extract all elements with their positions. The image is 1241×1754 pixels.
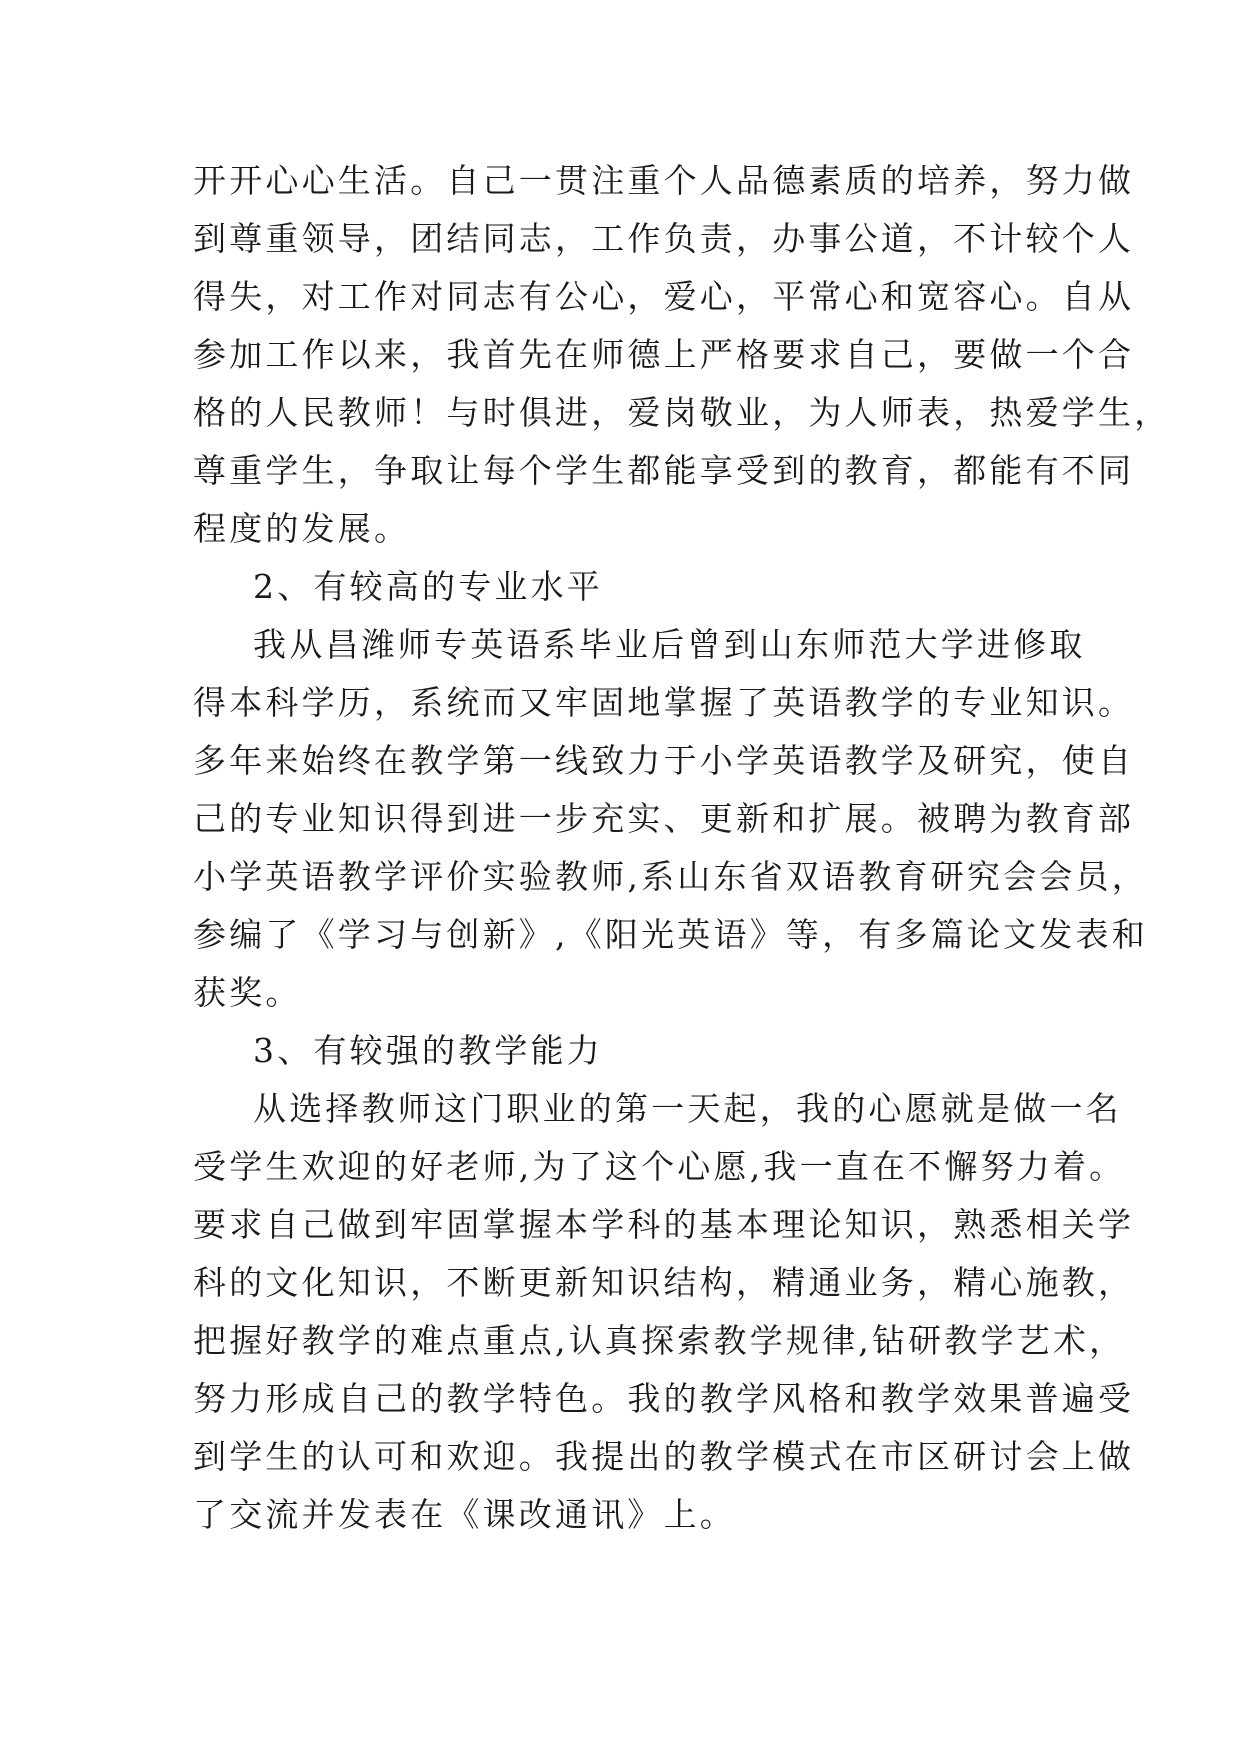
text-line: 把握好教学的难点重点,认真探索教学规律,钻研教学艺术， xyxy=(193,1321,1126,1360)
text-line: 我从昌潍师专英语系毕业后曾到山东师范大学进修取 xyxy=(253,625,1086,664)
text-line: 到学生的认可和欢迎。我提出的教学模式在市区研讨会上做 xyxy=(193,1437,1135,1476)
text-line: 要求自己做到牢固掌握本学科的基本理论知识，熟悉相关学 xyxy=(193,1205,1135,1244)
text-line: 尊重学生，争取让每个学生都能享受到的教育，都能有不同 xyxy=(193,451,1135,490)
text-line: 努力形成自己的教学特色。我的教学风格和教学效果普遍受 xyxy=(193,1379,1135,1418)
text-line: 到尊重领导，团结同志，工作负责，办事公道，不计较个人 xyxy=(193,219,1135,258)
text-line: 参加工作以来，我首先在师德上严格要求自己，要做一个合 xyxy=(193,335,1135,374)
text-line: 参编了《学习与创新》,《阳光英语》等，有多篇论文发表和 xyxy=(193,915,1148,954)
text-line: 了交流并发表在《课改通讯》上。 xyxy=(193,1495,736,1534)
section-heading: 3、有较强的教学能力 xyxy=(253,1031,603,1070)
text-line: 获奖。 xyxy=(193,973,302,1012)
text-line: 程度的发展。 xyxy=(193,509,411,548)
text-line: 格的人民教师！与时俱进，爱岗敬业，为人师表，热爱学生， xyxy=(193,393,1171,432)
text-line: 己的专业知识得到进一步充实、更新和扩展。被聘为教育部 xyxy=(193,799,1135,838)
body-text xyxy=(193,152,1171,1544)
text-line: 科的文化知识，不断更新知识结构，精通业务，精心施教， xyxy=(193,1263,1135,1302)
text-line: 得本科学历，系统而又牢固地掌握了英语教学的专业知识。 xyxy=(193,683,1135,722)
text-line: 从选择教师这门职业的第一天起，我的心愿就是做一名 xyxy=(253,1089,1122,1128)
text-line: 开开心心生活。自己一贯注重个人品德素质的培养，努力做 xyxy=(193,161,1135,200)
text-line: 多年来始终在教学第一线致力于小学英语教学及研究，使自 xyxy=(193,741,1135,780)
text-line: 小学英语教学评价实验教师,系山东省双语教育研究会会员， xyxy=(193,857,1148,896)
text-line: 得失，对工作对同志有公心，爱心，平常心和宽容心。自从 xyxy=(193,277,1135,316)
section-heading: 2、有较高的专业水平 xyxy=(253,567,603,606)
text-line: 受学生欢迎的好老师,为了这个心愿,我一直在不懈努力着。 xyxy=(193,1147,1126,1186)
